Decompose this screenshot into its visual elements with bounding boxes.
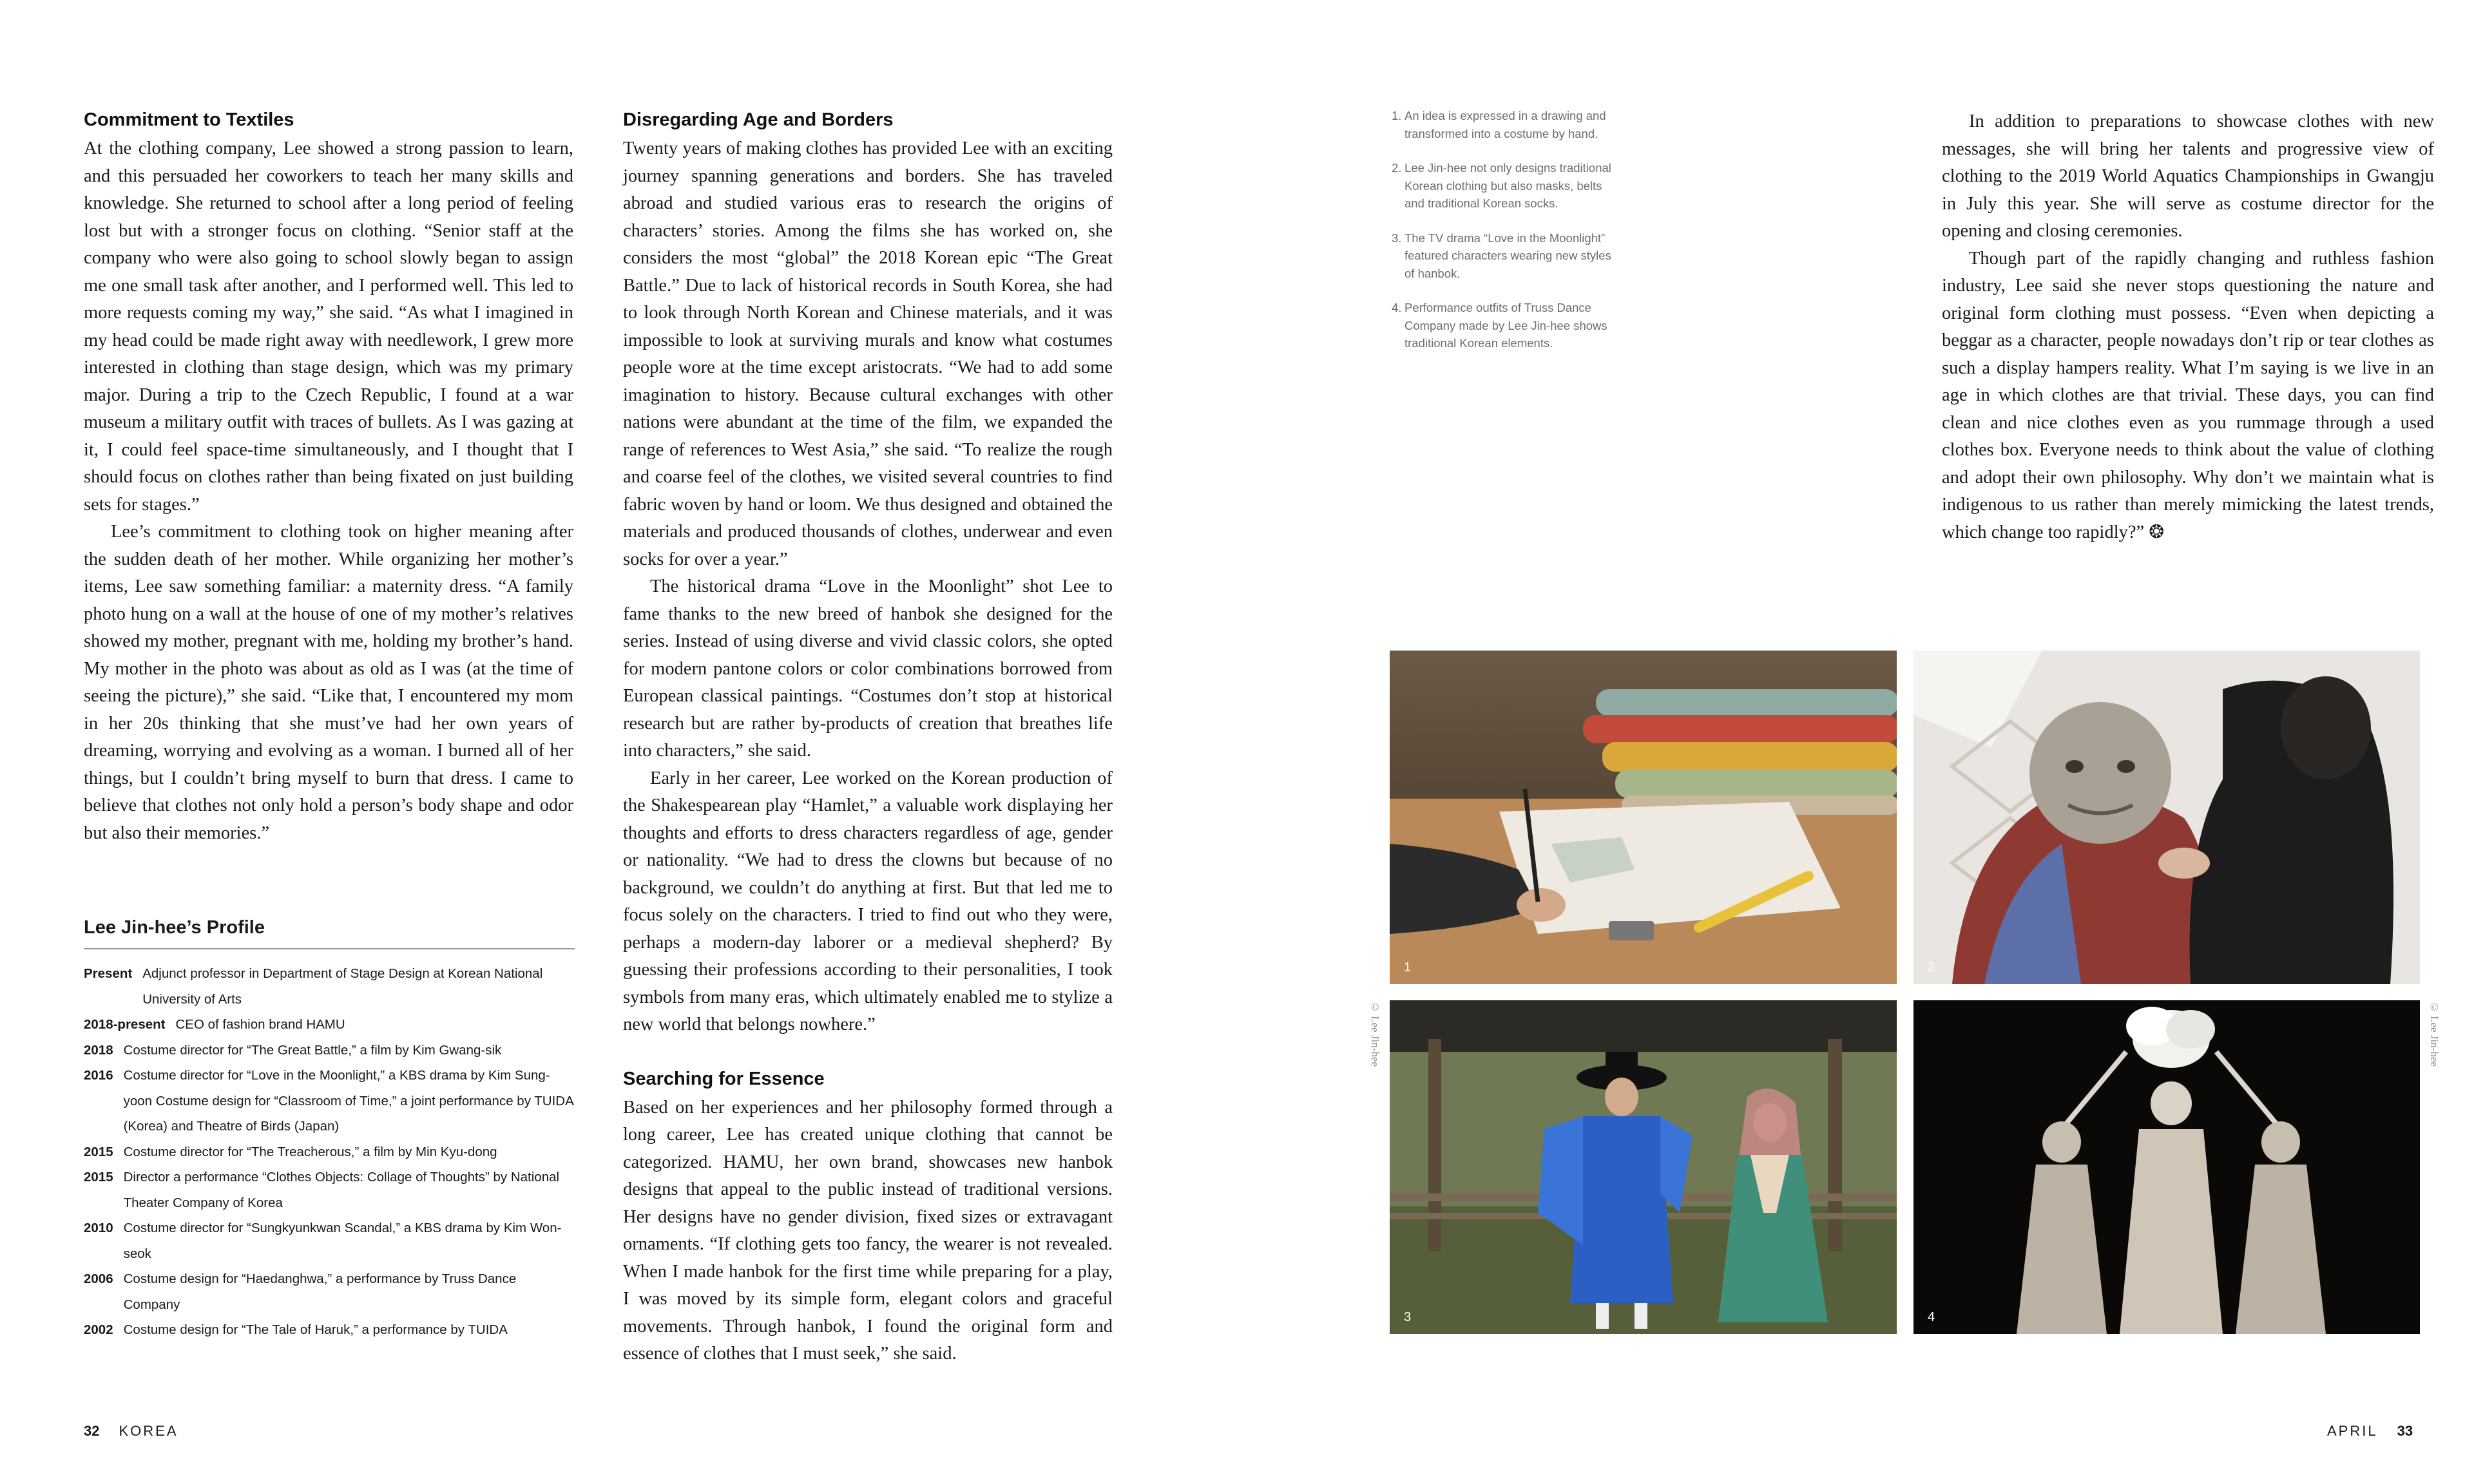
profile-year: 2002 <box>84 1322 113 1337</box>
paragraph: At the clothing company, Lee showed a strong passion to learn, and this persuaded her coworkers to teach her many skills and knowledge. She returned to school after a long period of feeling lost but with a stronger focus on clothing. “Senior staff at the company who were also going to school slowly began to assign me one small task after another, and I performed well. This led to more requests coming my way,” she said. “As what I imagined in my head could be made right away with needlework, I grew more interested in clothing than stage design, which was my primary major. During a trip to the Czech Republic, I found at a war museum a military outfit with traces of bullets. As I was gazing at it, I could feel space-time simultaneously, and I thought that I should focus on clothes rather than being fixated on just building sets for stages.” <box>84 138 573 515</box>
profile-entry <box>84 1012 575 1038</box>
section-heading-essence: Searching for Essence <box>623 1068 825 1089</box>
profile-entry <box>84 1139 575 1165</box>
photo-dance-performance <box>1913 1000 2420 1334</box>
profile-year: 2015 <box>84 1170 113 1184</box>
profile-year: 2006 <box>84 1271 113 1286</box>
paragraph: Twenty years of making clothes has provided Lee with an exciting journey spanning generations and borders. She has traveled abroad and studied various eras to research the origins of characters’ stories. Among the films she has worked on, she considers the most “global” the 2018 Korean epic “The Great Battle.” Due to lack of historical records in South Korea, she had to look through North Korean and Chinese materials, and it was impossible to look at surviving murals and know what costumes people wore at the time except aristocrats. “We had to add some imagination to history. Because cultural exchanges with other nations were abundant at the time of the film, we expanded the range of references to West Asia,” she said. “To realize the rough and coarse feel of the clothes, we visited several countries to find fabric woven by hand or loom. We thus designed and obtained the materials and produced thousands of clothes, underwear and even socks for over a year.” <box>623 138 1113 569</box>
profile-desc: Costume director for “The Treacherous,” a film by Min Kyu-dong <box>123 1144 497 1159</box>
profile-entry <box>84 1165 575 1215</box>
profile-year: 2015 <box>84 1144 113 1159</box>
magazine-name: KOREA <box>119 1423 178 1439</box>
photo-mask-image <box>1913 651 2420 984</box>
photo-drawing-image <box>1390 651 1897 984</box>
footer-left <box>84 1423 178 1440</box>
paragraph: Early in her career, Lee worked on the Korean production of the Shakespearean play “Hamlet,” a valuable work displaying her thoughts and efforts to dress characters regardless of age, gender or nationality. “We had to dress the clowns but because of no background, we couldn’t do anything at first. But that led me to focus solely on the characters. I tried to find out who they were, perhaps a modern-day laborer or a medieval shepherd? By guessing their professions according to their personalities, I took symbols from many eras, which ultimately enabled me to stylize a new world that belongs nowhere.” <box>623 768 1113 1034</box>
section-heading-age-borders: Disregarding Age and Borders <box>623 109 894 130</box>
caption-4: 4. Performance outfits of Truss Dance Company made by Lee Jin-hee shows traditional Korean elements. <box>1392 301 1607 350</box>
profile-entry <box>84 961 575 1012</box>
photo-credit: © Lee Jin-hee <box>1369 1001 1381 1067</box>
profile-desc: Costume director for “Sungkyunkwan Scandal,” a KBS drama by Kim Won-seok <box>123 1221 562 1261</box>
footer-right <box>2327 1423 2413 1440</box>
photo-drawing-costume <box>1390 651 1897 984</box>
caption-3: 3. The TV drama “Love in the Moonlight” featured characters wearing new styles of hanbok. <box>1392 231 1611 280</box>
issue-month: APRIL <box>2327 1423 2378 1439</box>
photo-captions <box>1392 107 1617 369</box>
profile-year: Present <box>84 966 133 981</box>
photo-number: 3 <box>1404 1310 1412 1324</box>
caption-1: 1. An idea is expressed in a drawing and transformed into a costume by hand. <box>1392 109 1606 140</box>
profile-desc: Costume director for “Love in the Moonlight,” a KBS drama by Kim Sung-yoon Costume design for “Classroom of Time,” a joint performance by TUIDA (Korea) and Theatre of Birds (Japan) <box>123 1068 573 1134</box>
profile-box <box>84 916 575 1343</box>
article-column-2 <box>623 108 1113 1368</box>
profile-desc: CEO of fashion brand HAMU <box>175 1017 345 1032</box>
profile-desc: Costume design for “Haedanghwa,” a performance by Truss Dance Company <box>123 1271 517 1312</box>
page-number: 32 <box>84 1423 100 1439</box>
paragraph: In addition to preparations to showcase clothes with new messages, she will bring her talents and progressive view of clothing to the 2019 World Aquatics Championships in Gwangju in July this year. She will serve as costume director for the opening and closing ceremonies. <box>1942 111 2434 241</box>
profile-year: 2018 <box>84 1042 113 1058</box>
photo-dance-image <box>1913 1000 2420 1334</box>
profile-year: 2016 <box>84 1068 113 1083</box>
profile-desc: Costume design for “The Tale of Haruk,” a performance by TUIDA <box>123 1322 508 1337</box>
photo-hanbok-image <box>1390 1000 1897 1334</box>
profile-list <box>84 961 575 1343</box>
photo-mask-fitting <box>1913 651 2420 984</box>
page-number: 33 <box>2397 1423 2413 1439</box>
article-column-4 <box>1942 108 2434 546</box>
article-column-1 <box>84 108 573 847</box>
profile-entry <box>84 1063 575 1139</box>
paragraph: Based on her experiences and her philosophy formed through a long career, Lee has created unique clothing that cannot be categorized. HAMU, her own brand, showcases new hanbok designs that appeal to the public instead of traditional versions. Her designs have no gender division, fixed sizes or extravagant ornaments. “If clothing gets too fancy, the wearer is not revealed. When I made hanbok for the first time while preparing for a play, I was moved by its simple form, elegant colors and graceful movements. Through hanbok, I found the original form and essence of clothes that I must seek,” she said. <box>623 1097 1113 1364</box>
paragraph: Though part of the rapidly changing and ruthless fashion industry, Lee said she never stops questioning the nature and original form clothing must possess. “Even when depicting a beggar as a character, people nowadays don’t rip or tear clothes as such a display hampers reality. What I’m saying is we live in an age in which clothes are that trivial. These days, you can find clean and nice clothes even as you rummage through a used clothes box. Everyone needs to think about the value of clothing and adopt their own philosophy. Why don’t we maintain what is indigenous to us rather than merely mimicking the latest trends, which change too rapidly?” ❂ <box>1942 248 2434 542</box>
photo-number: 4 <box>1928 1310 1935 1324</box>
photo-number: 1 <box>1404 960 1412 975</box>
profile-entry <box>84 1266 575 1317</box>
profile-entry <box>84 1215 575 1266</box>
profile-entry <box>84 1317 575 1343</box>
caption-2: 2. Lee Jin-hee not only designs traditional Korean clothing but also masks, belts and traditional Korean socks. <box>1392 161 1611 210</box>
section-heading-commitment: Commitment to Textiles <box>84 109 294 130</box>
profile-year: 2018-present <box>84 1017 166 1032</box>
photo-hanbok-drama <box>1390 1000 1897 1334</box>
paragraph: Lee’s commitment to clothing took on higher meaning after the sudden death of her mother. While organizing her mother’s items, Lee saw something familiar: a maternity dress. “A family photo hung on a wall at the house of one of my mother’s relatives showed my mother, pregnant with me, holding my brother’s hand. My mother in the photo was about as old as I was (at the time of seeing the picture),” she said. “Like that, I encountered my mom in her 20s thinking that she must’ve had her own years of dreaming, worrying and evolving as a woman. I burned all of her things, but I couldn’t bring myself to burn that dress. I came to believe that clothes not only hold a person’s body shape and odor but also their memories.” <box>84 522 573 843</box>
paragraph: The historical drama “Love in the Moonlight” shot Lee to fame thanks to the new breed of hanbok she designed for the series. Instead of using diverse and vivid classic colors, she opted for modern pantone colors or color combinations borrowed from European classical paintings. “Costumes don’t stop at historical research but are rather by-products of creation that breathes life into characters,” she said. <box>623 576 1113 761</box>
profile-desc: Adjunct professor in Department of Stage Design at Korean National University of Arts <box>142 966 543 1007</box>
profile-year: 2010 <box>84 1221 113 1235</box>
profile-title: Lee Jin-hee’s Profile <box>84 917 265 938</box>
photo-credit: © Lee Jin-hee <box>2428 1001 2440 1067</box>
photo-number: 2 <box>1928 960 1935 975</box>
profile-desc: Costume director for “The Great Battle,” a film by Kim Gwang-sik <box>123 1042 502 1058</box>
profile-desc: Director a performance “Clothes Objects: Collage of Thoughts” by National Theater Company of Korea <box>123 1170 560 1210</box>
profile-entry <box>84 1038 575 1063</box>
profile-divider <box>84 948 575 949</box>
